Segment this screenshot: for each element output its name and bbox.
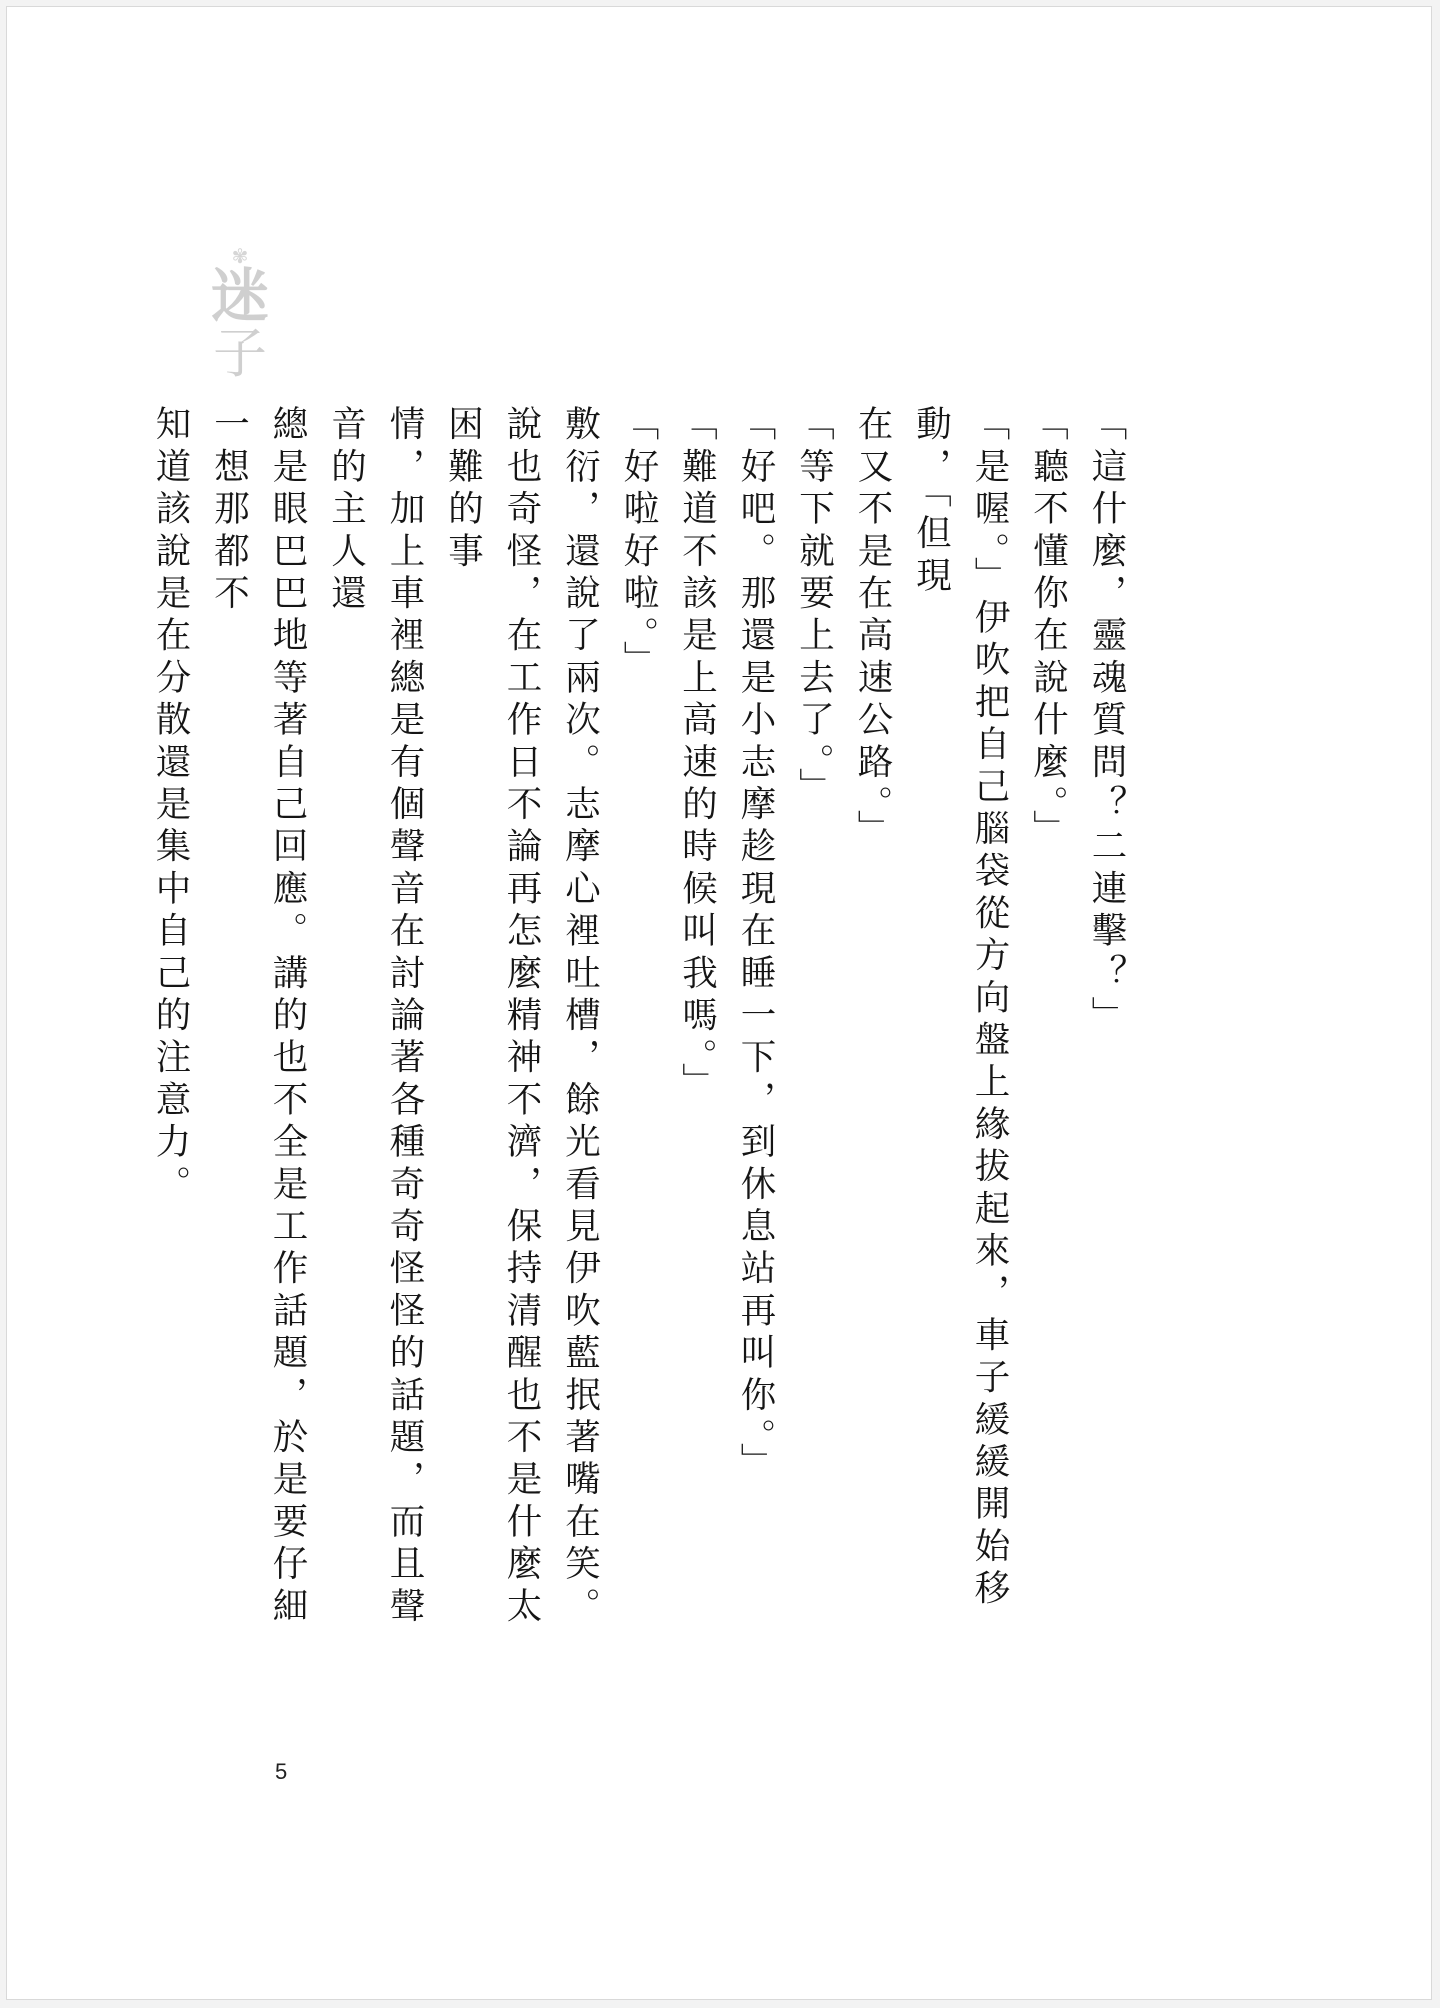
vertical-text-body <box>150 405 1135 1665</box>
book-title-mark <box>205 245 275 383</box>
text-line: 「聽不懂你在說什麼。」 <box>1027 405 1069 852</box>
text-line: 「這什麼，靈魂質問？二連擊？」 <box>1086 405 1127 1038</box>
text-line: 敷衍，還說了兩次。志摩心裡吐槽，餘光看見伊吹藍抿著嘴在笑。 <box>559 405 601 1629</box>
book-title-char-2: 子 <box>213 322 267 385</box>
book-page <box>6 6 1432 2000</box>
text-line: 知道該說是在分散還是集中自己的注意力。 <box>150 405 191 1207</box>
text-line: 情，加上車裡總是有個聲音在討論著各種奇奇怪怪的話題，而且聲音的主人還 <box>325 405 425 1629</box>
text-line: 總是眼巴巴地等著自己回應。講的也不全是工作話題，於是要仔細一想那都不 <box>208 405 308 1629</box>
text-line: 「好吧。那還是小志摩趁現在睡一下，到休息站再叫你。」 <box>735 405 776 1485</box>
text-line: 說也奇怪，在工作日不論再怎麼精神不濟，保持清醒也不是什麼太困難的事 <box>442 405 542 1629</box>
title-ornament-icon: ✾ <box>231 244 249 268</box>
text-line: 在又不是在高速公路。」 <box>852 405 893 852</box>
text-line: 「好啦好啦。」 <box>618 405 659 683</box>
text-line: 「等下就要上去了。」 <box>793 405 835 810</box>
page-number: 5 <box>275 1759 288 1784</box>
text-line: 「難道不該是上高速的時候叫我嗎。」 <box>676 405 718 1105</box>
book-title-char-1: 迷 <box>210 262 269 330</box>
text-line: 「是喔。」伊吹把自己腦袋從方向盤上緣拔起來，車子緩緩開始移動，「但現 <box>910 405 1010 1612</box>
